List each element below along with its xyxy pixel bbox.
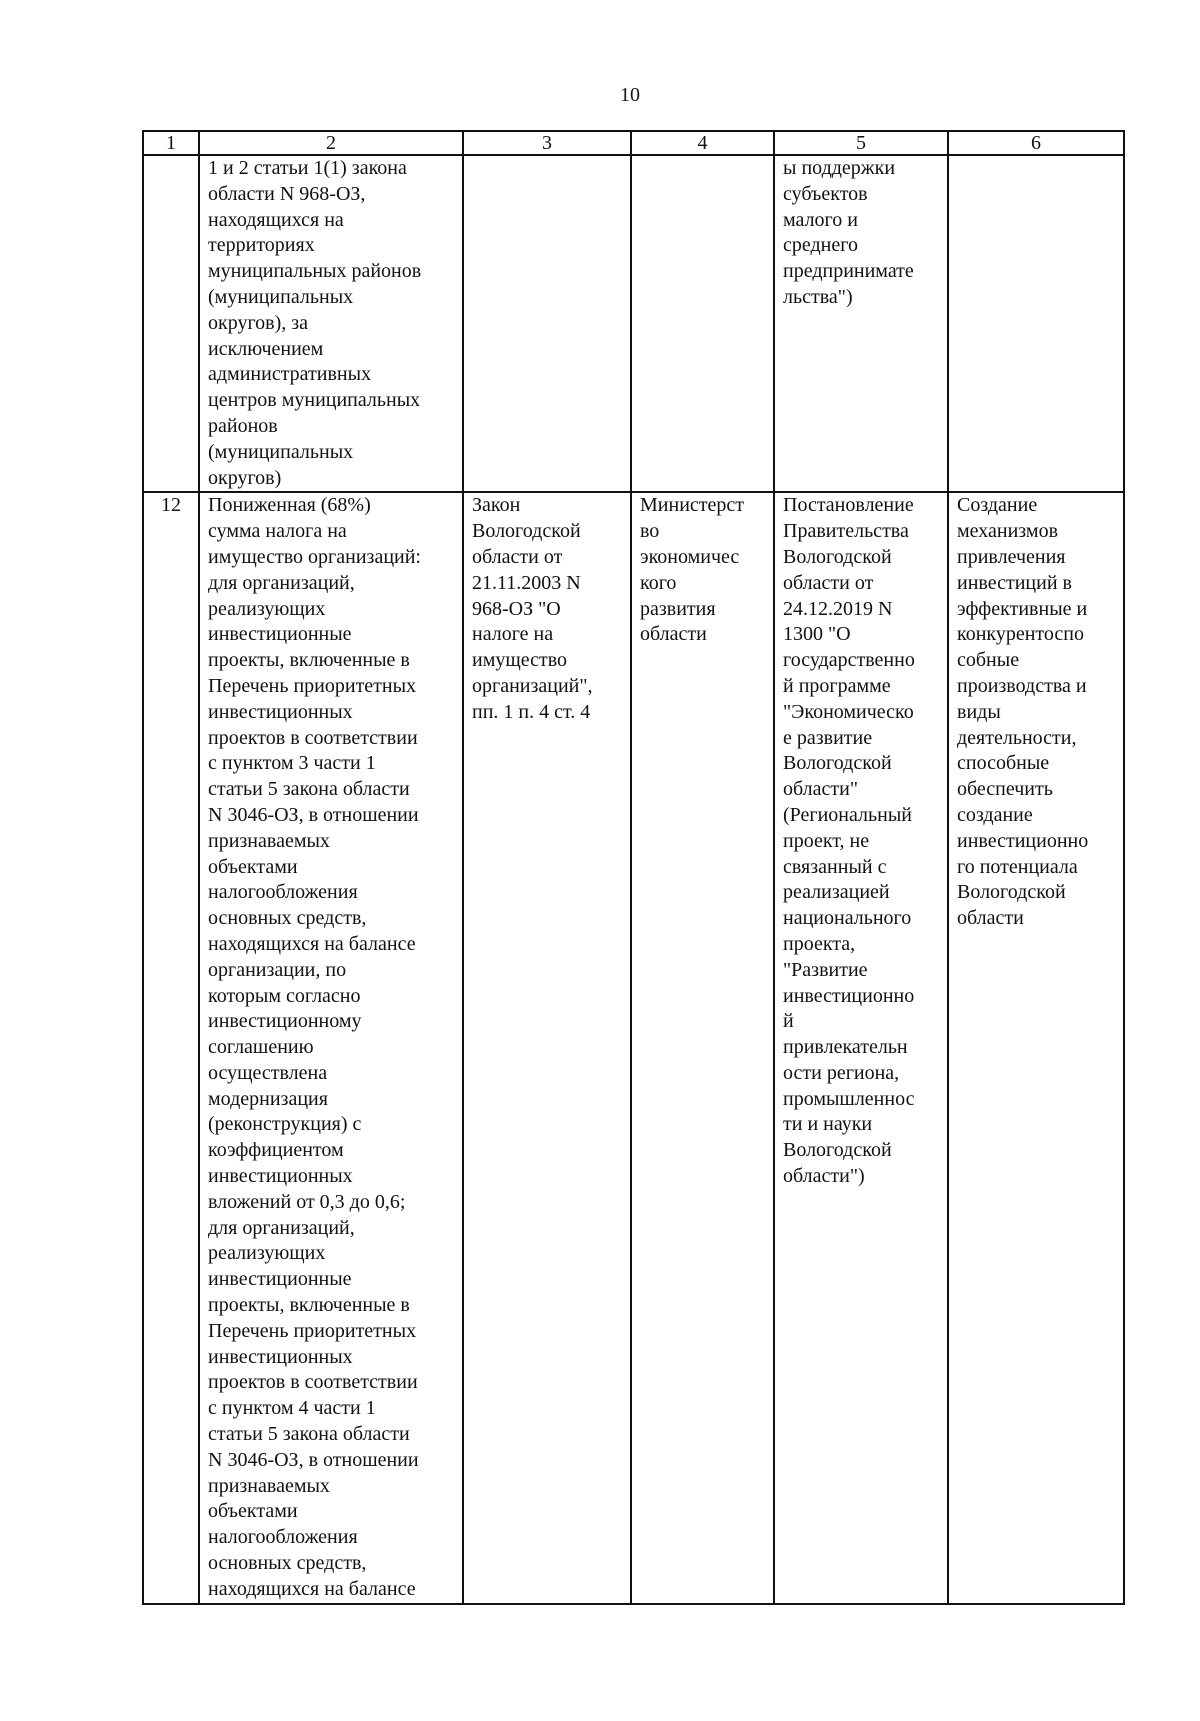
column-header-1: 1 — [143, 131, 199, 155]
program-cell: ы поддержки субъектов малого и среднего предпринимате льства") — [774, 155, 948, 492]
goal-cell — [948, 155, 1124, 492]
table-header-row — [143, 131, 1124, 155]
goal-cell: Создание механизмов привлечения инвестиций в эффективные и конкурентоспо собные производства и виды деятельности, способные обеспечить создание инвестиционно го потенциала Вологодской области — [948, 492, 1124, 1603]
column-header-6: 6 — [948, 131, 1124, 155]
column-header-3: 3 — [463, 131, 631, 155]
description-cell: 1 и 2 статьи 1(1) закона области N 968-ОЗ, находящихся на территориях муниципальных районов (муниципальных округов), за исключением административных центров муниципальных районов (муниципальных округов) — [199, 155, 463, 492]
row-number-cell — [143, 155, 199, 492]
table-row — [143, 492, 1124, 1603]
table-row — [143, 155, 1124, 492]
description-cell: Пониженная (68%) сумма налога на имущество организаций: для организаций, реализующих инвестиционные проекты, включенные в Перечень приоритетных инвестиционных проектов в соответствии с пунктом 3 части 1 статьи 5 закона области N 3046-ОЗ, в отношении признаваемых объектами налогообложения основных средств, находящихся на балансе организации, по которым согласно инвестиционному соглашению осуществлена модернизация (реконструкция) с коэффициентом инвестиционных вложений от 0,3 до 0,6; для организаций, реализующих инвестиционные проекты, включенные в Перечень приоритетных инвестиционных проектов в соответствии с пунктом 4 части 1 статьи 5 закона области N 3046-ОЗ, в отношении признаваемых объектами налогообложения основных средств, находящихся на балансе — [199, 492, 463, 1603]
curator-cell — [631, 155, 774, 492]
legal-basis-cell: Закон Вологодской области от 21.11.2003 N 968-ОЗ "О налоге на имущество организаций", пп. 1 п. 4 ст. 4 — [463, 492, 631, 1603]
column-header-5: 5 — [774, 131, 948, 155]
document-table — [142, 130, 1125, 1605]
column-header-2: 2 — [199, 131, 463, 155]
curator-cell: Министерст во экономичес кого развития области — [631, 492, 774, 1603]
page-number: 10 — [620, 84, 640, 106]
program-cell: Постановление Правительства Вологодской области от 24.12.2019 N 1300 "О государственно й программе "Экономическо е развитие Вологодской области" (Региональный проект, не связанный с реализацией национального проекта, "Развитие инвестиционно й привлекательн ости региона, промышленнос ти и науки Вологодской области") — [774, 492, 948, 1603]
column-header-4: 4 — [631, 131, 774, 155]
legal-basis-cell — [463, 155, 631, 492]
row-number-cell: 12 — [143, 492, 199, 1603]
